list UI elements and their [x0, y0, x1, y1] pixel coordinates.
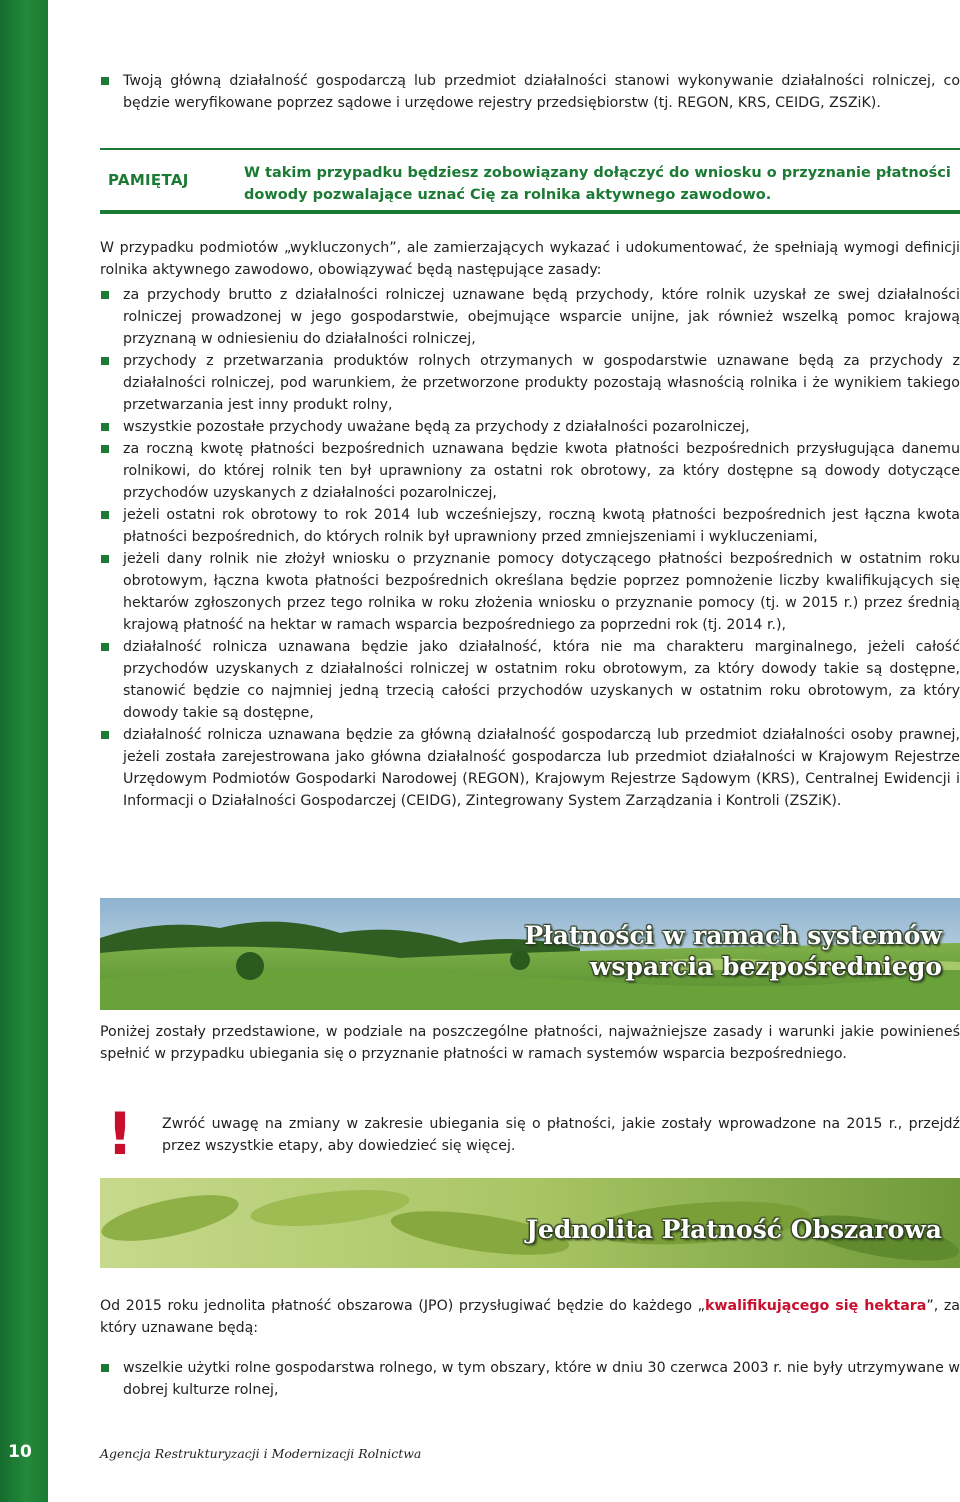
jpo-list [100, 1357, 960, 1401]
warning-text: Zwróć uwagę na zmiany w zakresie ubiegania się o płatności, jakie zostały wprowadzone na 2015 r., przejdź przez wszystkie etapy, aby dowiedzieć się więcej. [162, 1116, 960, 1154]
banner-title-line: Płatności w ramach systemów [524, 921, 942, 950]
remember-text: W takim przypadku będziesz zobowiązany dołączyć do wniosku o przyznanie płatności dowody pozwalające uznać Cię za rolnika aktywnego zawodowo. [244, 165, 951, 203]
list-item: za roczną kwotę płatności bezpośrednich uznawana będzie kwota płatności bezpośrednich przysługująca danemu rolnikowi, do której rolnik ten był uprawniony za ostatni rok obrotowy, za który dostępne są dowody dotyczące przychodów uzyskanych z działalności pozarolniczej, [100, 438, 960, 504]
green-side-bar [0, 0, 48, 1502]
footer-agency: Agencja Restrukturyzacji i Modernizacji Rolnictwa [100, 1446, 422, 1461]
list-item: przychody z przetwarzania produktów rolnych otrzymanych w gospodarstwie uznawane będą za przychody z działalności rolniczej, pod warunkiem, że przetworzone produkty pozostają własnością rolnika i że wynikiem takiego przetwarzania jest inny produkt rolny, [100, 350, 960, 416]
remember-label: PAMIĘTAJ [108, 171, 189, 189]
jpo-highlight: kwalifikującego się hektara [704, 1298, 927, 1314]
list-item: działalność rolnicza uznawana będzie za główną działalność gospodarczą lub przedmiot działalności osoby prawnej, jeżeli została zarejestrowana jako główna działalność gospodarcza lub przedmiot działalności w Krajowym Rejestrze Urzędowym Podmiotów Gospodarki Narodowej (REGON), Krajowym Rejestrze Sądowym (KRS), Centralnej Ewidencji i Informacji o Działalności Gospodarczej (CEIDG), Zintegrowany System Zarządzania i Kontroli (ZSZiK). [100, 724, 960, 812]
page-number: 10 [8, 1442, 32, 1462]
jpo-intro-text: ”, za który uznawane będą: [100, 1298, 960, 1336]
list-item: działalność rolnicza uznawana będzie jako działalność, która nie ma charakteru marginalnego, jeżeli całość przychodów uzyskanych z działalności rolniczej w ostatnim roku obrotowym, za który dowody takie są dostępne, stanowić będzie co najmniej jedną trzecią całości przychodów uzyskanych w ostatnim roku obrotowym, za który dowody takie są dostępne, [100, 636, 960, 724]
list-item: jeżeli ostatni rok obrotowy to rok 2014 lub wcześniejszy, roczną kwotą płatności bezpośrednich jest łączna kwota płatności bezpośrednich, do których rolnik był uprawniony przed zmniejszeniami i wykluczeniami, [100, 504, 960, 548]
landscape-banner [100, 898, 960, 1010]
jpo-intro-text: Od 2015 roku jednolita płatność obszarowa (JPO) przysługiwać będzie do każdego „ [100, 1298, 705, 1314]
banner-title: Jednolita Płatność Obszarowa [526, 1215, 942, 1244]
banner-title-line: wsparcia bezpośredniego [589, 952, 942, 981]
intro-section [100, 70, 960, 114]
remember-box [100, 148, 960, 214]
warning-icon: ! [106, 1100, 134, 1168]
rules-intro: W przypadku podmiotów „wykluczonych”, ale zamierzających wykazać i udokumentować, że spełniają wymogi definicji rolnika aktywnego zawodowo, obowiązywać będą następujące zasady: [100, 240, 960, 278]
banner-title [524, 920, 942, 982]
rules-section [100, 284, 960, 812]
list-item: Twoją główną działalność gospodarczą lub przedmiot działalności stanowi wykonywanie działalności rolniczej, co będzie weryfikowane poprzez sądowe i urzędowe rejestry przedsiębiorstw (tj. REGON, KRS, CEIDG, ZSZiK). [100, 70, 960, 114]
section-intro: Poniżej zostały przedstawione, w podziale na poszczególne płatności, najważniejsze zasady i warunki jakie powinieneś spełnić w przypadku ubiegania się o przyznanie płatności w ramach systemów wsparcia bezpośredniego. [100, 1024, 960, 1062]
rules-list [100, 284, 960, 812]
list-item: za przychody brutto z działalności rolniczej uznawane będą przychody, które rolnik uzyskał ze swej działalności rolniczej prowadzonej w jego gospodarstwie, obejmujące wsparcie unijne, jak również wszelką pomoc krajową przyznaną w odniesieniu do działalności rolniczej, [100, 284, 960, 350]
jpo-section [100, 1357, 960, 1401]
jpo-intro [100, 1295, 960, 1339]
intro-list [100, 70, 960, 114]
list-item: jeżeli dany rolnik nie złożył wniosku o przyznanie pomocy dotyczącego płatności bezpośrednich w ostatnim roku obrotowym, łączna kwota płatności bezpośrednich określana będzie poprzez pomnożenie liczby kwalifikujących się hektarów zgłoszonych przez tego rolnika w roku złożenia wniosku o przyznanie pomocy (tj. w 2015 r.) przez średnią krajową płatność na hektar w ramach wsparcia bezpośredniego za poprzedni rok (tj. 2014 r.), [100, 548, 960, 636]
list-item: wszystkie pozostałe przychody uważane będą za przychody z działalności pozarolniczej, [100, 416, 960, 438]
list-item: wszelkie użytki rolne gospodarstwa rolnego, w tym obszary, które w dniu 30 czerwca 2003 r. nie były utrzymywane w dobrej kulturze rolnej, [100, 1357, 960, 1401]
wheat-banner [100, 1178, 960, 1268]
